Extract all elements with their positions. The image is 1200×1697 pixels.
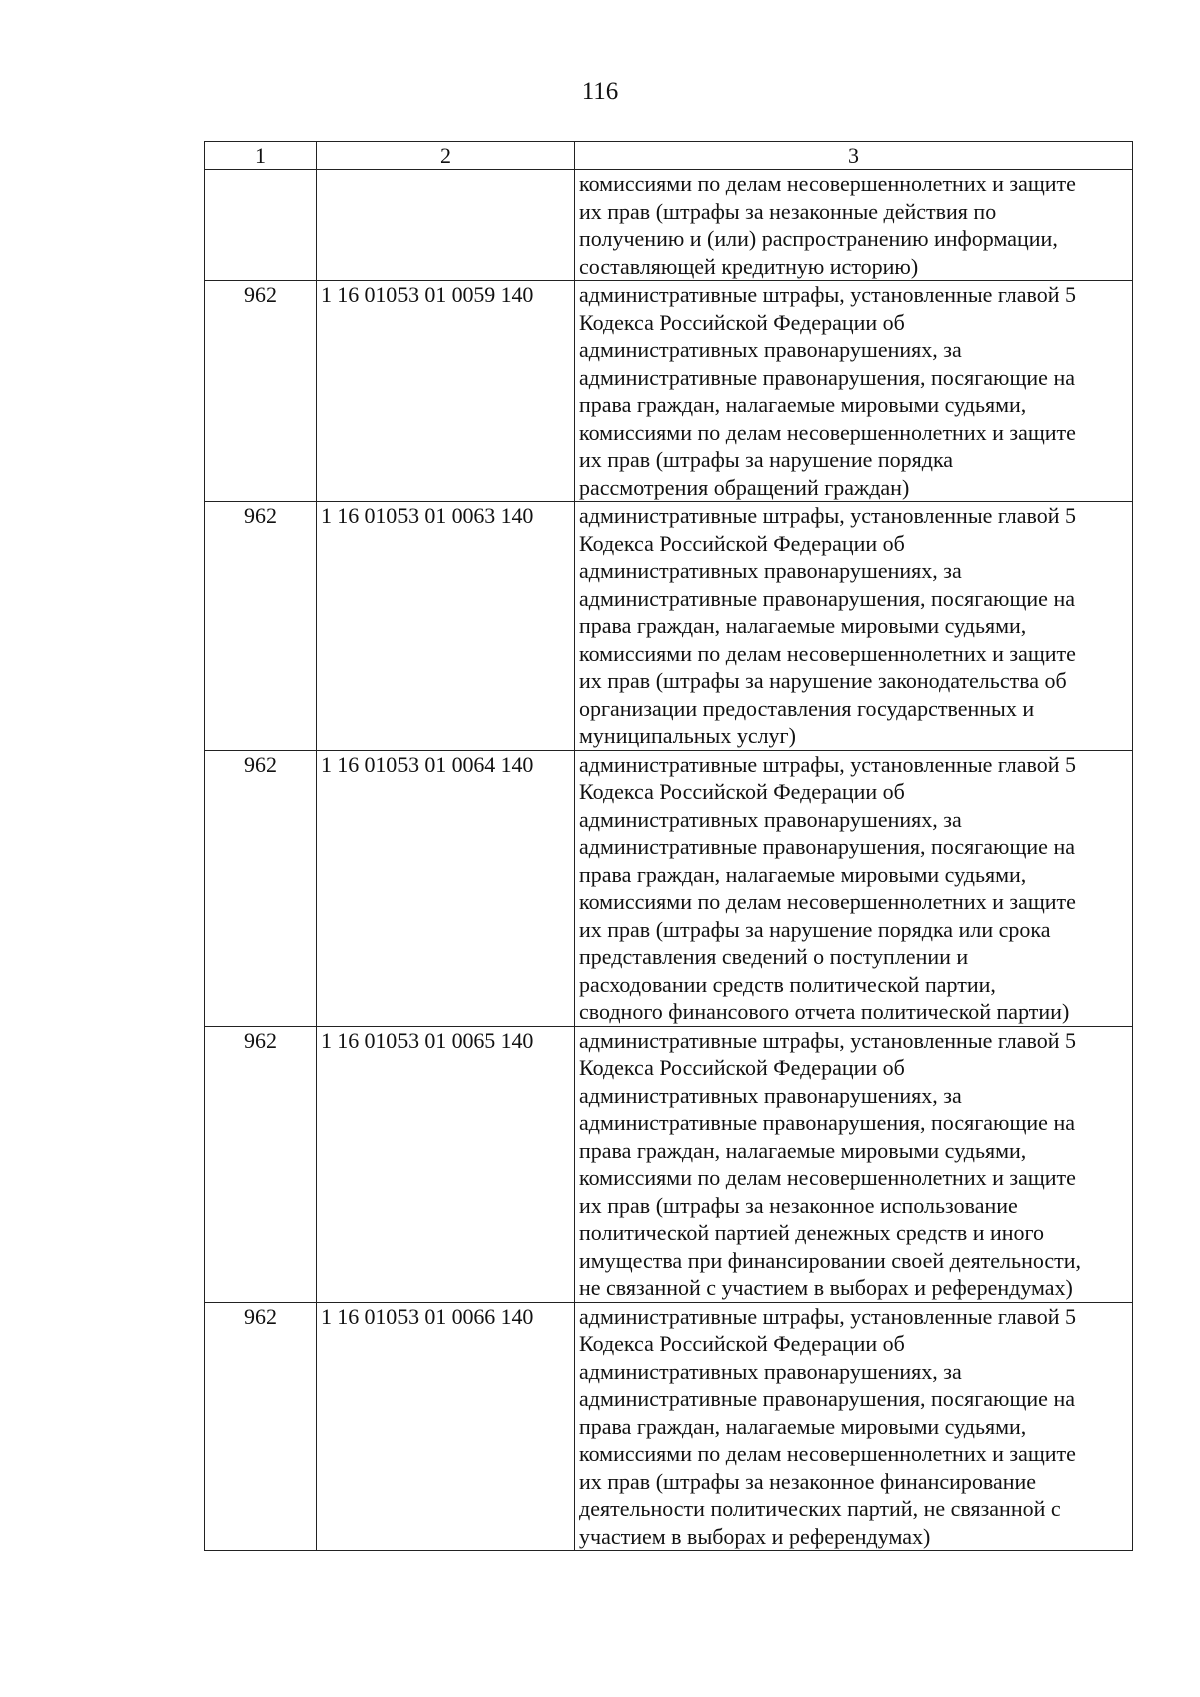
table-row xyxy=(205,170,1133,281)
table-row xyxy=(205,1026,1133,1302)
description-cell xyxy=(575,502,1133,751)
description-line: Кодекса Российской Федерации об xyxy=(579,1055,905,1080)
description-line: Кодекса Российской Федерации об xyxy=(579,530,905,556)
budget-code-cell xyxy=(317,170,575,281)
description-line: административные штрафы, установленные главой 5 xyxy=(579,282,1077,307)
description-line: административные правонарушения, посягающие на xyxy=(579,364,1075,390)
description-line: их прав (штрафы за нарушение порядка или срока xyxy=(579,916,1051,942)
description-line: административные штрафы, установленные главой 5 xyxy=(579,1303,1077,1329)
description-cell xyxy=(575,1026,1133,1302)
description-line: административные штрафы, установленные главой 5 xyxy=(579,1027,1077,1053)
admin-code-cell xyxy=(205,170,317,281)
description-line: административные правонарушения, посягающие на xyxy=(579,1110,1075,1135)
description-line: административных правонарушениях, за xyxy=(579,1082,962,1108)
admin-code-cell: 962 xyxy=(205,1302,317,1551)
description-cell xyxy=(575,281,1133,502)
description-line: расходовании средств политической партии, xyxy=(579,971,996,997)
description-line: административные правонарушения, посягающие на xyxy=(579,585,1075,611)
header-row xyxy=(205,142,1133,170)
description-line: Кодекса Российской Федерации об xyxy=(579,779,905,804)
description-line: их прав (штрафы за нарушение законодательства об xyxy=(579,668,1067,693)
description-line: не связанной с участием в выборах и референдумах) xyxy=(579,1275,1073,1300)
admin-code-cell: 962 xyxy=(205,281,317,502)
description-line: права граждан, налагаемые мировыми судьями, xyxy=(579,392,1027,417)
admin-code-cell: 962 xyxy=(205,1026,317,1302)
description-line: комиссиями по делам несовершеннолетних и защите xyxy=(579,1441,1076,1466)
description-line: их прав (штрафы за незаконное финансирование xyxy=(579,1468,1037,1494)
description-line: участием в выборах и референдумах) xyxy=(579,1523,931,1549)
admin-code-cell: 962 xyxy=(205,502,317,751)
table-row xyxy=(205,281,1133,502)
description-line: права граждан, налагаемые мировыми судьями, xyxy=(579,1137,1027,1163)
description-line: имущества при финансировании своей деятельности, xyxy=(579,1247,1082,1273)
description-cell xyxy=(575,750,1133,1026)
budget-code-cell: 1 16 01053 01 0064 140 xyxy=(317,750,575,1026)
description-line: права граждан, налагаемые мировыми судьями, xyxy=(579,1413,1027,1439)
table-row xyxy=(205,750,1133,1026)
description-line: комиссиями по делам несовершеннолетних и защите xyxy=(579,1165,1076,1190)
description-line: их прав (штрафы за незаконные действия по xyxy=(579,198,997,224)
description-cell xyxy=(575,1302,1133,1551)
description-line: комиссиями по делам несовершеннолетних и защите xyxy=(579,419,1076,445)
description-line: деятельности политических партий, не связанной с xyxy=(579,1496,1061,1521)
description-line: Кодекса Российской Федерации об xyxy=(579,309,905,335)
description-line: представления сведений о поступлении и xyxy=(579,944,969,969)
budget-code-cell: 1 16 01053 01 0066 140 xyxy=(317,1302,575,1551)
page-number: 116 xyxy=(581,78,619,105)
description-line: политической партией денежных средств и иного xyxy=(579,1220,1045,1245)
description-line: сводного финансового отчета политической партии) xyxy=(579,999,1070,1024)
description-line: административных правонарушениях, за xyxy=(579,558,962,583)
description-cell xyxy=(575,170,1133,281)
table-row xyxy=(205,1302,1133,1551)
column-header-3: 3 xyxy=(575,142,1133,170)
description-line: составляющей кредитную историю) xyxy=(579,253,919,279)
budget-code-cell: 1 16 01053 01 0063 140 xyxy=(317,502,575,751)
description-line: права граждан, налагаемые мировыми судьями, xyxy=(579,861,1027,887)
description-line: административные правонарушения, посягающие на xyxy=(579,834,1075,859)
description-line: комиссиями по делам несовершеннолетних и защите xyxy=(579,889,1076,914)
description-line: административные правонарушения, посягающие на xyxy=(579,1386,1075,1411)
description-line: муниципальных услуг) xyxy=(579,723,796,748)
budget-code-cell: 1 16 01053 01 0059 140 xyxy=(317,281,575,502)
budget-code-cell: 1 16 01053 01 0065 140 xyxy=(317,1026,575,1302)
description-line: Кодекса Российской Федерации об xyxy=(579,1331,905,1356)
description-line: административные штрафы, установленные главой 5 xyxy=(579,751,1077,777)
description-line: административных правонарушениях, за xyxy=(579,806,962,832)
description-line: рассмотрения обращений граждан) xyxy=(579,474,910,500)
description-line: их прав (штрафы за нарушение порядка xyxy=(579,447,954,472)
description-line: права граждан, налагаемые мировыми судьями, xyxy=(579,613,1027,638)
description-line: административных правонарушениях, за xyxy=(579,337,962,362)
description-line: административные штрафы, установленные главой 5 xyxy=(579,503,1077,528)
description-line: их прав (штрафы за незаконное использование xyxy=(579,1192,1018,1218)
column-header-1: 1 xyxy=(205,142,317,170)
description-line: комиссиями по делам несовершеннолетних и защите xyxy=(579,640,1076,666)
admin-code-cell: 962 xyxy=(205,750,317,1026)
table-body xyxy=(205,170,1133,1551)
description-line: получению и (или) распространению информации, xyxy=(579,226,1058,251)
description-line: организации предоставления государственных и xyxy=(579,695,1035,721)
column-header-2: 2 xyxy=(317,142,575,170)
codes-table xyxy=(204,141,1133,1551)
description-line: комиссиями по делам несовершеннолетних и защите xyxy=(579,171,1076,196)
table-header xyxy=(205,142,1133,170)
table-row xyxy=(205,502,1133,751)
description-line: административных правонарушениях, за xyxy=(579,1358,962,1384)
